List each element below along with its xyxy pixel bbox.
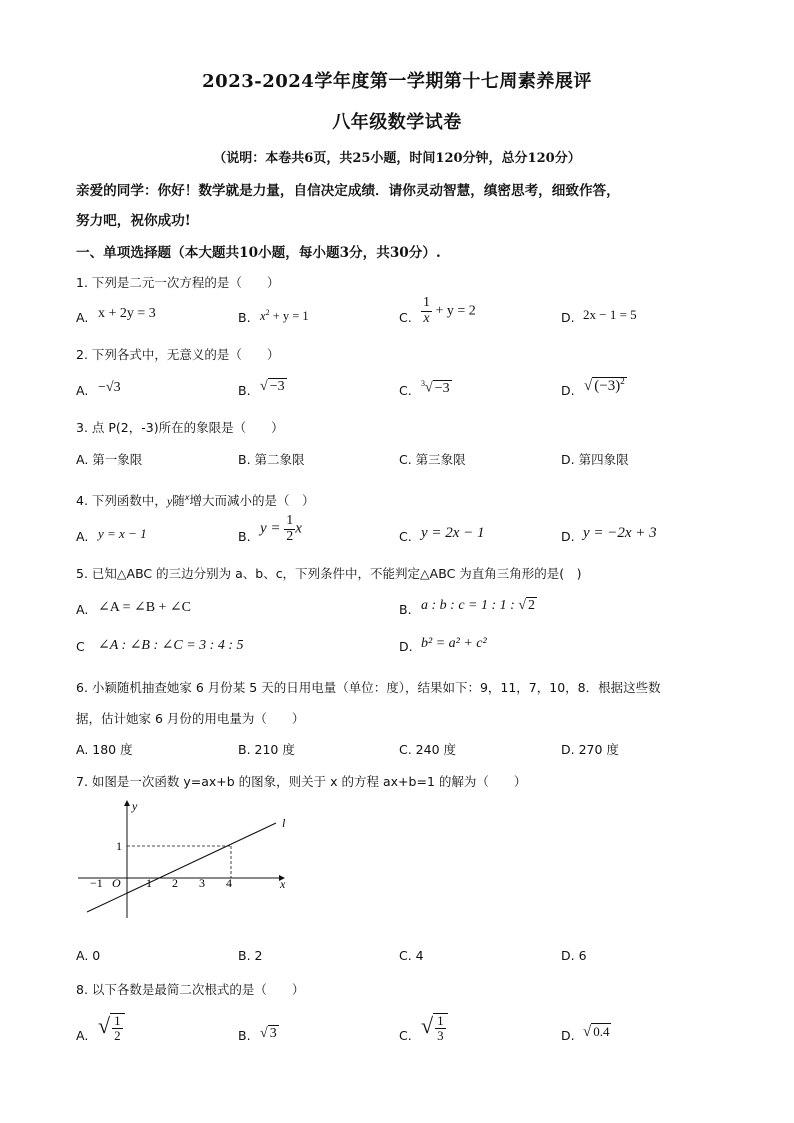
linear-function-graph (74, 798, 294, 923)
option-d-label: D. (561, 529, 575, 544)
option-b-label: B. (399, 602, 412, 617)
option-d: D. 270 度 (561, 742, 619, 757)
exam-subtitle: 八年级数学试卷 (332, 112, 462, 133)
option-a: A. 180 度 (76, 742, 133, 757)
option-a-label: A. (76, 383, 89, 398)
option-c-label: C. (399, 529, 412, 544)
exam-note: （说明：本卷共6页，共25小题，时间120分钟，总分120分） (213, 151, 581, 166)
option-c-math: $\frac{1}{x}$ + y = 2 (423, 295, 476, 326)
option-c: C. 第三象限 (399, 452, 466, 467)
exam-title: 2023-2024学年度第一学期第十七周素养展评 (202, 71, 592, 92)
option-b-label: B. (238, 383, 251, 398)
question-1-stem: 1. 下列是二元一次方程的是（ ） (76, 275, 280, 290)
question-8-stem: 8. 以下各数是最简二次根式的是（ ） (76, 982, 305, 997)
option-c-math: √ $\frac{1}{3}$ (421, 1013, 448, 1042)
option-d: D. 6 (561, 948, 587, 963)
option-a-label: A. (76, 310, 89, 325)
option-c-label: C. (399, 310, 412, 325)
option-c-math: $^3$√ −3 (421, 379, 450, 396)
option-a-math: ∠A = ∠B + ∠C (98, 600, 191, 615)
option-b: B. 2 (238, 948, 263, 963)
option-b-math: √ 3 (260, 1026, 277, 1041)
option-a-math: x + 2y = 3 (98, 306, 156, 321)
y-axis-label: y (132, 799, 138, 813)
option-b-label: B. (238, 310, 251, 325)
question-6-stem-line-1: 6. 小颖随机抽查她家 6 月份某 5 天的日用电量（单位：度），结果如下：9，11，7，10，8．根据这些数 (76, 680, 661, 695)
option-c: C. 4 (399, 948, 424, 963)
option-c-math: y = 2x − 1 (421, 525, 485, 541)
section-heading: 一、单项选择题（本大题共10小题，每小题3分，共30分）. (76, 245, 441, 261)
y-tick-1: 1 (116, 839, 122, 853)
option-b-label: B. (238, 529, 251, 544)
option-b-math: √ −3 (260, 379, 285, 394)
option-a-math: −√3 (98, 380, 121, 395)
option-d-math: 2x − 1 = 5 (583, 307, 637, 322)
option-d-label: D. (561, 383, 575, 398)
option-d-label: D. (399, 639, 413, 654)
option-d-math: √ 0.4 (583, 1024, 610, 1040)
question-6-stem-line-2: 据，估计她家 6 月份的用电量为（ ） (76, 711, 305, 726)
option-b-math: $x^2 + y = 1$ (260, 308, 309, 324)
option-a-label: A. (76, 529, 89, 544)
option-a-math: √ $\frac{1}{2}$ (98, 1013, 125, 1042)
tick-2: 2 (172, 876, 178, 890)
option-a-label: A. (76, 1028, 89, 1043)
option-b-math: y = $\frac{1}{2}$ x (260, 513, 302, 544)
question-5-stem: 5. 已知△ABC 的三边分别为 a、b、c，下列条件中，不能判定△ABC 为直角三角形的是( ) (76, 566, 582, 581)
greeting-line-1: 亲爱的同学：你好！数学就是力量，自信决定成绩．请你灵动智慧，缜密思考，细致作答， (76, 183, 620, 199)
question-4-stem: 4. 下列函数中，y随$^x$增大而减小的是（ ） (76, 492, 315, 508)
option-d-math: y = −2x + 3 (583, 525, 657, 541)
option-c-label: C. (399, 383, 412, 398)
option-d: D. 第四象限 (561, 452, 629, 467)
option-a: A. 0 (76, 948, 101, 963)
option-c-label: C (76, 639, 85, 654)
question-2-stem: 2. 下列各式中，无意义的是（ ） (76, 347, 280, 362)
option-d-label: D. (561, 310, 575, 325)
option-a-math: y = x − 1 (98, 526, 147, 541)
option-b: B. 210 度 (238, 742, 295, 757)
question-3-stem: 3. 点 P(2，-3)所在的象限是（ ） (76, 420, 284, 435)
option-b-label: B. (238, 1028, 251, 1043)
option-c: C. 240 度 (399, 742, 457, 757)
tick-neg1: −1 (90, 876, 103, 890)
tick-4: 4 (226, 876, 232, 890)
option-d-math: b² = a² + c² (421, 636, 487, 651)
question-7-stem: 7. 如图是一次函数 y=ax+b 的图象，则关于 x 的方程 ax+b=1 的解为（ ） (76, 774, 527, 789)
option-b-math: a : b : c = 1 : 1 : √ 2 (421, 598, 535, 613)
option-b: B. 第二象限 (238, 452, 305, 467)
option-c-label: C. (399, 1028, 412, 1043)
origin-label: O (112, 876, 121, 890)
tick-1: 1 (146, 876, 152, 890)
option-d-label: D. (561, 1028, 575, 1043)
x-axis-label: x (280, 877, 286, 891)
option-a-label: A. (76, 602, 89, 617)
tick-3: 3 (199, 876, 205, 890)
option-d-math: √ $(-3)^2$ (584, 376, 625, 394)
option-a: A. 第一象限 (76, 452, 143, 467)
greeting-line-2: 努力吧，祝你成功! (76, 213, 191, 229)
option-c-math: ∠A : ∠B : ∠C = 3 : 4 : 5 (98, 638, 244, 653)
line-label: l (282, 816, 286, 830)
